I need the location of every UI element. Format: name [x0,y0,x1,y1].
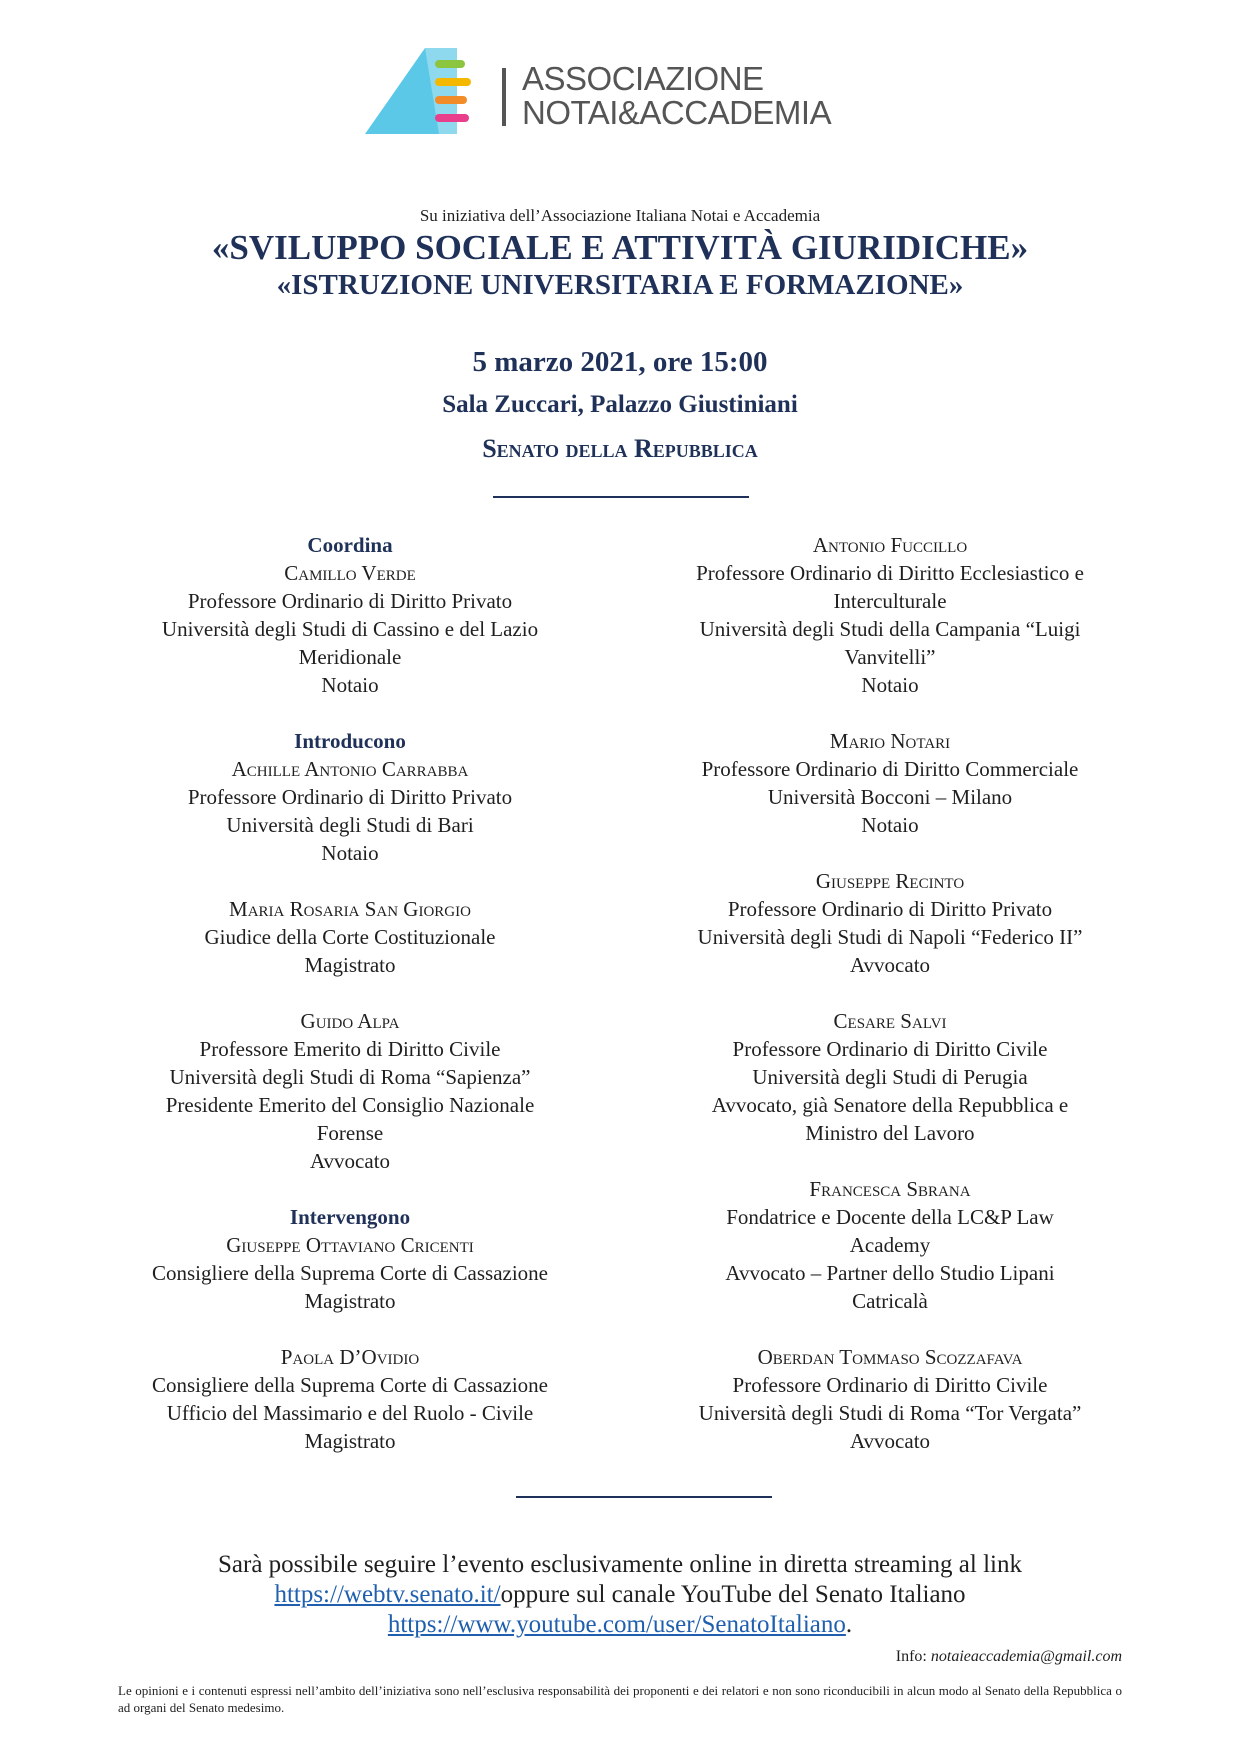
speaker-line: Avvocato – Partner dello Studio Lipani [725,1261,1055,1285]
speaker-line: Forense [316,1121,384,1145]
speaker-block [120,1343,580,1455]
speaker-line: Università degli Studi di Cassino e del Lazio [161,617,539,641]
senato-webtv-link[interactable]: https://webtv.senato.it/ [274,1581,501,1608]
speaker-line: Ufficio del Massimario e del Ruolo - Civile [166,1401,534,1425]
streaming-info [0,1550,1240,1640]
logo-divider [502,68,506,126]
event-title: «SVILUPPO SOCIALE E ATTIVITÀ GIURIDICHE» [211,228,1029,267]
event-date: 5 marzo 2021, ore 15:00 [472,346,768,378]
event-subtitle: «ISTRUZIONE UNIVERSITARIA E FORMAZIONE» [276,269,964,301]
speaker-block [650,531,1130,699]
speaker-line: Magistrato [304,1429,396,1453]
speaker-line: Consigliere della Suprema Corte di Cassazione [152,1261,548,1285]
speaker-line: Avvocato [309,1149,391,1173]
speaker-name: Paola D’Ovidio [280,1345,420,1369]
streaming-period: . [845,1611,853,1638]
speaker-line: Fondatrice e Docente della LC&P Law [726,1205,1054,1229]
speaker-name: Camillo Verde [284,561,416,585]
streaming-line-2 [0,1580,1240,1610]
event-venue: Sala Zuccari, Palazzo Giustiniani [442,391,798,418]
speaker-line: Università degli Studi di Napoli “Federico II” [697,925,1083,949]
speaker-line: Giudice della Corte Costituzionale [204,925,496,949]
youtube-channel-link[interactable]: https://www.youtube.com/user/SenatoItaliano [387,1611,846,1638]
speaker-block [120,531,580,699]
initiative-intro: Su iniziativa dell’Associazione Italiana Notai e Accademia [419,206,821,225]
speaker-line: Avvocato [849,953,931,977]
logo-line-2: NOTAI&ACCADEMIA [522,94,832,131]
speaker-block [120,727,580,867]
speaker-line: Professore Ordinario di Diritto Civile [732,1373,1048,1397]
speaker-line: Professore Ordinario di Diritto Privato [187,589,513,613]
speaker-line: Academy [849,1233,931,1257]
speaker-line: Interculturale [833,589,947,613]
speaker-line: Università degli Studi di Roma “Tor Vergata” [698,1401,1082,1425]
bottom-divider [516,1496,772,1498]
logo-line-1: ASSOCIAZIONE [522,60,764,97]
speakers-right-column [650,531,1130,1455]
speaker-line: Professore Ordinario di Diritto Ecclesiastico e [696,561,1084,585]
speaker-line: Università degli Studi di Bari [226,813,474,837]
streaming-text-youtube: oppure sul canale YouTube del Senato Italiano [500,1581,966,1608]
speaker-line: Consigliere della Suprema Corte di Cassazione [152,1373,548,1397]
streaming-text: Sarà possibile seguire l’evento esclusivamente online in diretta streaming al link [218,1551,1022,1578]
speaker-line: Notaio [321,673,379,697]
logo-wordmark [522,62,831,130]
speaker-name: Maria Rosaria San Giorgio [229,897,471,921]
role-heading: Introducono [294,729,406,753]
speaker-block [650,727,1130,839]
speaker-line: Magistrato [304,953,396,977]
top-divider [493,496,749,498]
contact-info [896,1648,1122,1666]
event-institution: Senato della Repubblica [482,434,758,463]
speaker-line: Università degli Studi della Campania “Luigi [699,617,1081,641]
speaker-line: Professore Emerito di Diritto Civile [199,1037,501,1061]
disclaimer: Le opinioni e i contenuti espressi nell’ambito dell’iniziativa sono nell’esclusiva responsabilità dei proponenti e dei relatori e non sono riconducibili in alcun modo al Senato della Repubblica o ad organi del Senato medesimo. [118,1683,1122,1715]
speaker-line: Avvocato, già Senatore della Repubblica e [711,1093,1069,1117]
association-logo [365,48,865,140]
speaker-line: Presidente Emerito del Consiglio Nazionale [165,1093,535,1117]
role-heading: Intervengono [289,1205,411,1229]
speaker-line: Professore Ordinario di Diritto Commerciale [701,757,1079,781]
speaker-line: Notaio [861,813,919,837]
speaker-name: Achille Antonio Carrabba [231,757,469,781]
speaker-block [120,1007,580,1175]
speaker-block [650,1175,1130,1315]
speaker-line: Notaio [861,673,919,697]
speaker-block [120,895,580,979]
speaker-line: Notaio [321,841,379,865]
speaker-name: Giuseppe Recinto [815,869,965,893]
contact-email[interactable]: notaieaccademia@gmail.com [930,1648,1122,1665]
speaker-line: Ministro del Lavoro [805,1121,975,1145]
speakers-left-column [120,531,580,1455]
speaker-block [650,1343,1130,1455]
logo-mark-icon [365,48,495,140]
speaker-name: Oberdan Tommaso Scozzafava [757,1345,1023,1369]
speaker-line: Magistrato [304,1289,396,1313]
speaker-line: Università degli Studi di Perugia [752,1065,1028,1089]
info-label: Info: [895,1648,927,1665]
speaker-block [650,867,1130,979]
speaker-name: Francesca Sbrana [809,1177,971,1201]
speaker-line: Avvocato [849,1429,931,1453]
speaker-name: Cesare Salvi [833,1009,947,1033]
speaker-block [120,1203,580,1315]
speaker-line: Catricalà [852,1289,928,1313]
speaker-line: Professore Ordinario di Diritto Civile [732,1037,1048,1061]
speaker-name: Antonio Fuccillo [812,533,968,557]
speaker-block [650,1007,1130,1147]
speaker-line: Università Bocconi – Milano [767,785,1013,809]
speaker-name: Mario Notari [829,729,951,753]
speaker-name: Giuseppe Ottaviano Cricenti [226,1233,474,1257]
speaker-line: Vanvitelli” [844,645,936,669]
speaker-line: Università degli Studi di Roma “Sapienza” [169,1065,531,1089]
streaming-line-3 [0,1610,1240,1640]
role-heading: Coordina [307,533,393,557]
speaker-line: Professore Ordinario di Diritto Privato [187,785,513,809]
speaker-line: Meridionale [298,645,402,669]
speaker-line: Professore Ordinario di Diritto Privato [727,897,1053,921]
speaker-name: Guido Alpa [300,1009,400,1033]
